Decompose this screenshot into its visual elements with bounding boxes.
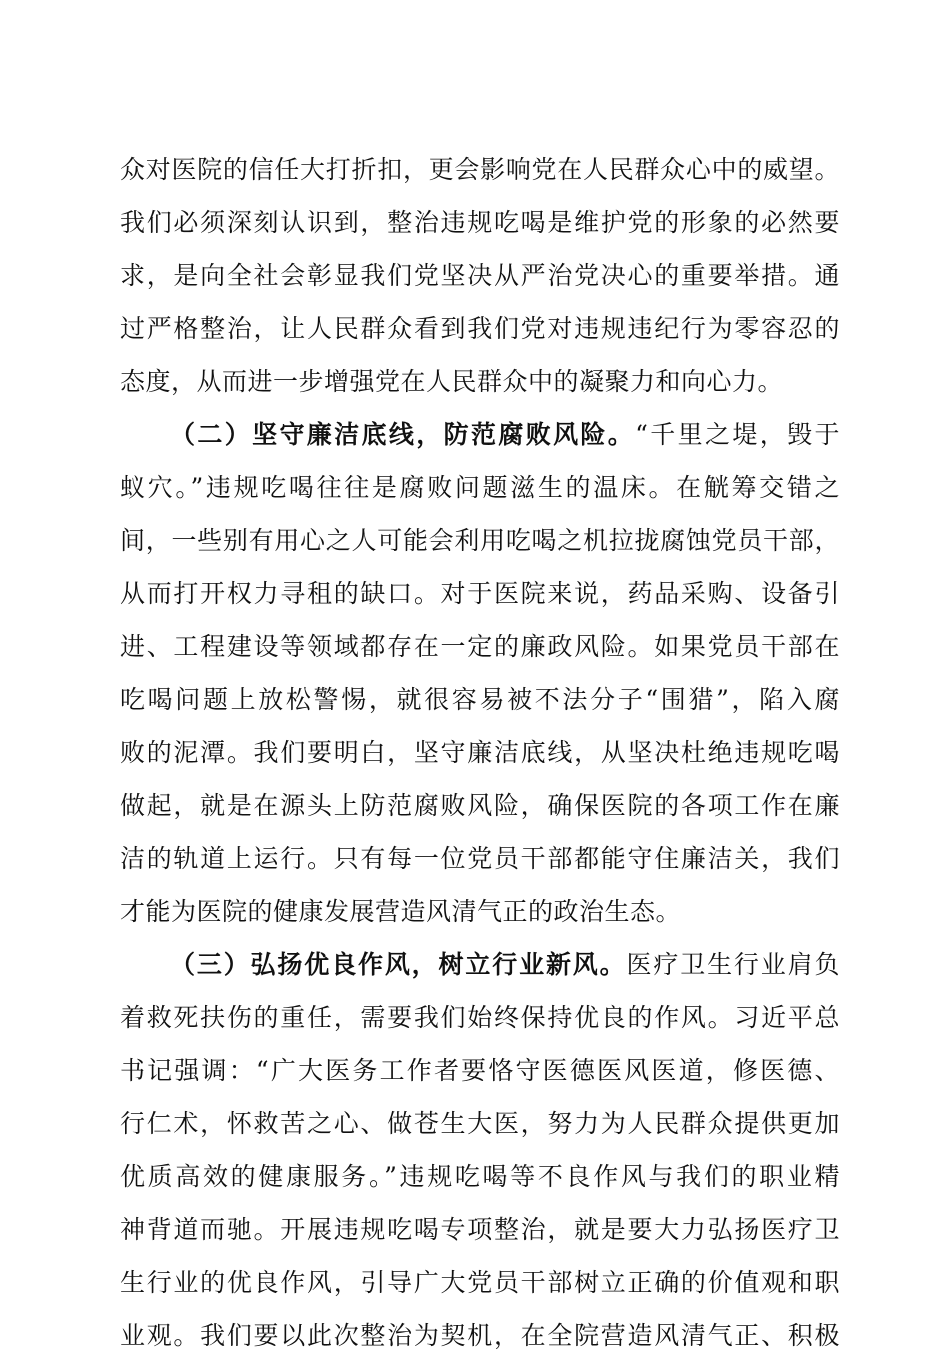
section-heading: （二）坚守廉洁底线，防范腐败风险。	[170, 420, 636, 449]
document-body	[120, 143, 840, 1362]
text-line: 洁的轨道上运行。只有每一位党员干部都能守住廉洁关，我们	[120, 844, 840, 873]
paragraph-2	[120, 408, 840, 938]
text-line: 吃喝问题上放松警惕，就很容易被不法分子“围猎”，陷入腐	[120, 685, 840, 714]
section-heading: （三）弘扬优良作风，树立行业新风。	[170, 950, 627, 979]
text-line	[120, 408, 840, 461]
text-line: 业观。我们要以此次整治为契机，在全院营造风清气正、积极	[120, 1321, 840, 1350]
text-line: 从而打开权力寻租的缺口。对于医院来说，药品采购、设备引	[120, 579, 840, 608]
text-line: 众对医院的信任大打折扣，更会影响党在人民群众心中的威望。	[120, 155, 840, 184]
text-line: 才能为医院的健康发展营造风清气正的政治生态。	[120, 897, 682, 926]
text-line: 进、工程建设等领域都存在一定的廉政风险。如果党员干部在	[120, 632, 840, 661]
text-line: 我们必须深刻认识到，整治违规吃喝是维护党的形象的必然要	[120, 208, 840, 237]
text-line: 蚁穴。”违规吃喝往往是腐败问题滋生的温床。在觥筹交错之	[120, 473, 840, 502]
text-line: 神背道而驰。开展违规吃喝专项整治，就是要大力弘扬医疗卫	[120, 1215, 840, 1244]
text-span: 医疗卫生行业肩负	[626, 950, 840, 979]
text-line: 态度，从而进一步增强党在人民群众中的凝聚力和向心力。	[120, 367, 784, 396]
text-line: 求，是向全社会彰显我们党坚决从严治党决心的重要举措。通	[120, 261, 840, 290]
paragraph-1	[120, 143, 840, 408]
text-line: 做起，就是在源头上防范腐败风险，确保医院的各项工作在廉	[120, 791, 840, 820]
paragraph-3	[120, 938, 840, 1362]
text-line: 过严格整治，让人民群众看到我们党对违规违纪行为零容忍的	[120, 314, 840, 343]
text-line: 败的泥潭。我们要明白，坚守廉洁底线，从坚决杜绝违规吃喝	[120, 738, 840, 767]
text-line: 行仁术，怀救苦之心、做苍生大医，努力为人民群众提供更加	[120, 1109, 840, 1138]
text-line: 间，一些别有用心之人可能会利用吃喝之机拉拢腐蚀党员干部，	[120, 526, 840, 555]
text-line	[120, 938, 840, 991]
text-line: 生行业的优良作风，引导广大党员干部树立正确的价值观和职	[120, 1268, 840, 1297]
text-line: 书记强调：“广大医务工作者要恪守医德医风医道，修医德、	[120, 1056, 840, 1085]
text-line: 着救死扶伤的重任，需要我们始终保持优良的作风。习近平总	[120, 1003, 840, 1032]
text-line: 优质高效的健康服务。”违规吃喝等不良作风与我们的职业精	[120, 1162, 840, 1191]
text-span: “千里之堤，毁于	[635, 420, 840, 449]
